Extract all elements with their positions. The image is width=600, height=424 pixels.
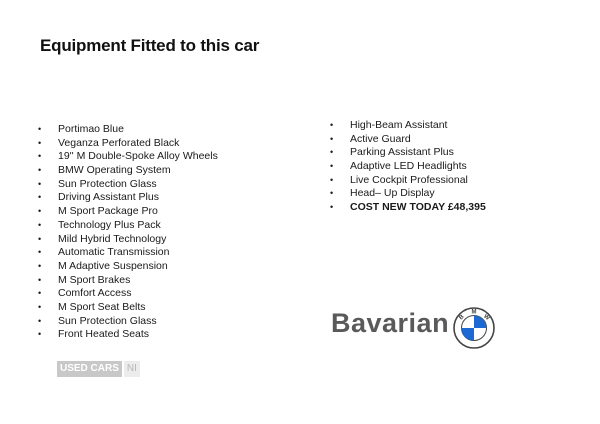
cost-new-item: • COST NEW TODAY £48,395: [330, 201, 486, 214]
list-item: • M Adaptive Suspension: [38, 259, 168, 272]
bullet-icon: •: [330, 133, 334, 144]
logo-letter-m: M: [471, 309, 477, 316]
list-item: • Active Guard: [330, 132, 411, 145]
bullet-icon: •: [38, 315, 42, 326]
list-item: • Sun Protection Glass: [38, 177, 157, 190]
list-item: • BMW Operating System: [38, 164, 171, 177]
list-item: • Portimao Blue: [38, 123, 124, 135]
page-title: Equipment Fitted to this car: [40, 36, 260, 55]
dealer-brand-name: Bavarian: [331, 308, 450, 338]
used-cars-label: USED CARS: [57, 361, 122, 377]
list-item: • Comfort Access: [38, 287, 132, 300]
bullet-icon: •: [330, 188, 334, 199]
bullet-icon: •: [330, 147, 334, 158]
list-item: • Driving Assistant Plus: [38, 191, 159, 204]
equipment-list-right: [330, 119, 486, 215]
bullet-icon: •: [38, 233, 42, 244]
list-item: • M Sport Seat Belts: [38, 300, 146, 313]
list-item: • Parking Assistant Plus: [330, 146, 454, 159]
used-cars-ni-badge: [57, 361, 140, 377]
bullet-icon: •: [38, 178, 42, 189]
equipment-list-left: [38, 123, 218, 342]
list-item: • Veganza Perforated Black: [38, 136, 180, 149]
bullet-icon: •: [330, 174, 334, 185]
region-label: NI: [124, 361, 140, 377]
bullet-icon: •: [330, 161, 334, 172]
bullet-icon: •: [38, 124, 42, 134]
list-item: • Head– Up Display: [330, 187, 435, 200]
bullet-icon: •: [38, 329, 42, 340]
bullet-icon: •: [38, 260, 42, 271]
bullet-icon: •: [38, 192, 42, 203]
list-item: • High-Beam Assistant: [330, 119, 448, 131]
list-item: • Technology Plus Pack: [38, 218, 161, 231]
bullet-icon: •: [38, 301, 42, 312]
bullet-icon: •: [330, 120, 334, 130]
list-item: • Automatic Transmission: [38, 246, 170, 259]
bullet-icon: •: [38, 137, 42, 148]
list-item: • Mild Hybrid Technology: [38, 232, 167, 245]
list-item: • M Sport Package Pro: [38, 205, 158, 218]
bullet-icon: •: [38, 274, 42, 285]
list-item: • Adaptive LED Headlights: [330, 160, 467, 173]
bullet-icon: •: [38, 206, 42, 217]
list-item: • Live Cockpit Professional: [330, 173, 468, 186]
bullet-icon: •: [38, 151, 42, 162]
logo-letter-w: W: [482, 313, 491, 322]
logo-letter-b: B: [458, 314, 466, 322]
list-item: • M Sport Brakes: [38, 273, 131, 286]
list-item: • 19'' M Double-Spoke Alloy Wheels: [38, 150, 218, 163]
bullet-icon: •: [38, 219, 42, 230]
list-item: • Sun Protection Glass: [38, 314, 157, 327]
bullet-icon: •: [330, 202, 334, 213]
bullet-icon: •: [38, 288, 42, 299]
bullet-icon: •: [38, 247, 42, 258]
bullet-icon: •: [38, 165, 42, 176]
bmw-roundel-icon: [453, 307, 495, 349]
list-item: • Front Heated Seats: [38, 328, 150, 341]
